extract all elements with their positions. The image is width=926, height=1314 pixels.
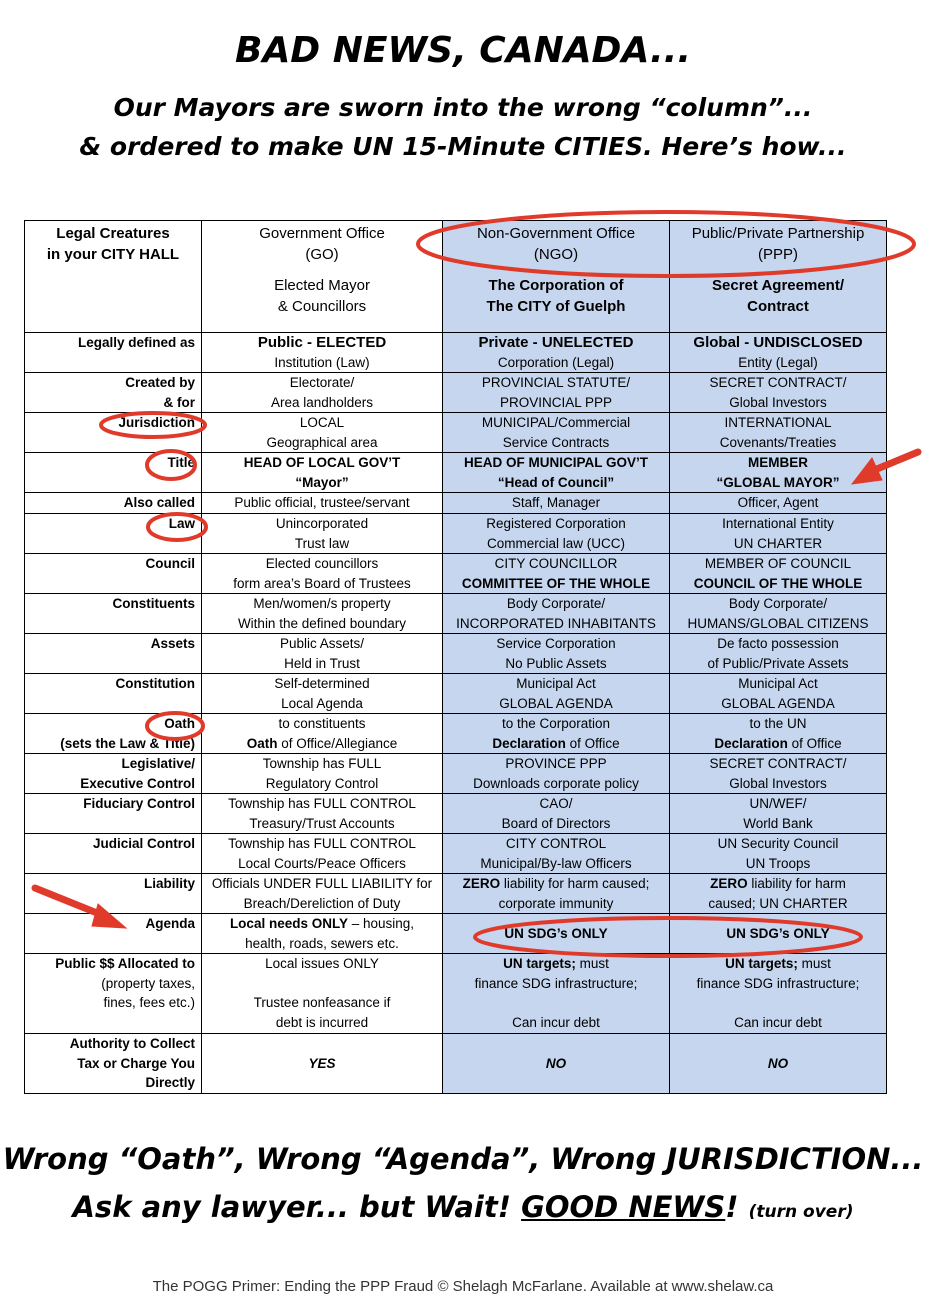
row-label: Judicial Control (25, 834, 202, 874)
ppp-cell: Global - UNDISCLOSED Entity (Legal) (670, 333, 887, 373)
table-row (25, 413, 887, 453)
go-cell: Township has FULL CONTROL Treasury/Trust Accounts (202, 794, 443, 834)
credit-line: The POGG Primer: Ending the PPP Fraud © Shelagh McFarlane. Available at www.shelaw.ca (152, 1278, 774, 1295)
go-cell: Self-determined Local Agenda (202, 674, 443, 714)
ppp-cell: Municipal Act GLOBAL AGENDA (670, 674, 887, 714)
header-ppp-line: Secret Agreement/ (712, 277, 844, 294)
header-go-line: Government Office (259, 225, 385, 242)
row-label: Constituents (25, 594, 202, 634)
row-label: Oath (sets the Law & Title) (25, 714, 202, 754)
go-cell: to constituents Oath of Office/Allegiance (202, 714, 443, 754)
ppp-cell: UN Security Council UN Troops (670, 834, 887, 874)
ngo-cell: to the Corporation Declaration of Office (443, 714, 670, 754)
table-row (25, 554, 887, 594)
table-row (25, 834, 887, 874)
ngo-cell: MUNICIPAL/Commercial Service Contracts (443, 413, 670, 453)
ngo-cell: HEAD OF MUNICIPAL GOV’T “Head of Council” (443, 453, 670, 493)
table-row (25, 1034, 887, 1094)
row-label: Agenda (25, 914, 202, 954)
ppp-cell: Body Corporate/ HUMANS/GLOBAL CITIZENS (670, 594, 887, 634)
table-row (25, 794, 887, 834)
go-cell: Men/women/s property Within the defined boundary (202, 594, 443, 634)
go-cell: Local issues ONLY Trustee nonfeasance if debt is incurred (202, 954, 443, 1034)
footer-line-2: Ask any lawyer... but Wait! GOOD NEWS! (turn over) (72, 1190, 854, 1224)
row-label: Legally defined as (25, 333, 202, 373)
ppp-cell: UN SDG’s ONLY (670, 914, 887, 954)
ngo-cell: PROVINCE PPP Downloads corporate policy (443, 754, 670, 794)
ppp-cell: MEMBER OF COUNCIL COUNCIL OF THE WHOLE (670, 554, 887, 594)
table-row (25, 634, 887, 674)
ngo-cell: PROVINCIAL STATUTE/ PROVINCIAL PPP (443, 373, 670, 413)
go-cell: LOCAL Geographical area (202, 413, 443, 453)
go-cell: HEAD OF LOCAL GOV’T “Mayor” (202, 453, 443, 493)
ngo-cell: CAO/ Board of Directors (443, 794, 670, 834)
row-label: Assets (25, 634, 202, 674)
row-label: Authority to Collect Tax or Charge You Directly (25, 1034, 202, 1094)
good-news-text: GOOD NEWS (521, 1190, 726, 1224)
ppp-cell: INTERNATIONAL Covenants/Treaties (670, 413, 887, 453)
ngo-cell: CITY CONTROL Municipal/By-law Officers (443, 834, 670, 874)
ngo-cell: UN targets; must finance SDG infrastructure; Can incur debt (443, 954, 670, 1034)
header-go-cell (202, 221, 443, 333)
header-go-line: Elected Mayor (274, 277, 370, 294)
header-go-line: (GO) (305, 246, 339, 263)
ngo-cell: Private - UNELECTED Corporation (Legal) (443, 333, 670, 373)
header-ppp-cell (670, 221, 887, 333)
header-ngo-line: (NGO) (533, 246, 579, 263)
row-label: Also called (25, 493, 202, 514)
header-ppp-line: Contract (747, 298, 809, 315)
row-label: Constitution (25, 674, 202, 714)
ppp-cell: ZERO liability for harm caused; UN CHARTER (670, 874, 887, 914)
ngo-cell: ZERO liability for harm caused; corporate immunity (443, 874, 670, 914)
go-cell: Public Assets/ Held in Trust (202, 634, 443, 674)
row-label: Fiduciary Control (25, 794, 202, 834)
ngo-cell: Body Corporate/ INCORPORATED INHABITANTS (443, 594, 670, 634)
go-cell: Public official, trustee/servant (202, 493, 443, 514)
ngo-cell: Registered Corporation Commercial law (UCC) (443, 514, 670, 554)
table-row (25, 333, 887, 373)
header-label-line: in your CITY HALL (46, 246, 180, 263)
header-ppp-line: Public/Private Partnership (691, 225, 865, 242)
ppp-cell: SECRET CONTRACT/ Global Investors (670, 373, 887, 413)
subtitle-line-2: & ordered to make UN 15-Minute CITIES. Here’s how... (79, 132, 847, 161)
header-ngo-line: The CITY of Guelph (486, 298, 626, 315)
go-cell: Electorate/ Area landholders (202, 373, 443, 413)
table-header-row (25, 221, 887, 333)
header-label-line: Legal Creatures (56, 225, 170, 242)
table-row (25, 714, 887, 754)
go-cell: YES (202, 1034, 443, 1094)
ngo-cell: CITY COUNCILLOR COMMITTEE OF THE WHOLE (443, 554, 670, 594)
table-row (25, 874, 887, 914)
ppp-cell: to the UN Declaration of Office (670, 714, 887, 754)
table-row (25, 674, 887, 714)
table-row (25, 914, 887, 954)
table-row (25, 453, 887, 493)
header-go-line: & Councillors (277, 298, 367, 315)
footer-line-1: Wrong “Oath”, Wrong “Agenda”, Wrong JURISDICTION... (2, 1142, 924, 1176)
header-ngo-line: Non-Government Office (476, 225, 636, 242)
ppp-cell: UN/WEF/ World Bank (670, 794, 887, 834)
go-cell: Officials UNDER FULL LIABILITY for Breach/Dereliction of Duty (202, 874, 443, 914)
table-row (25, 594, 887, 634)
row-label: Jurisdiction (25, 413, 202, 453)
row-label: Public $$ Allocated to (property taxes, fines, fees etc.) (25, 954, 202, 1034)
row-label: Title (25, 453, 202, 493)
go-cell: Unincorporated Trust law (202, 514, 443, 554)
ngo-cell: UN SDG’s ONLY (443, 914, 670, 954)
ppp-cell: De facto possession of Public/Private Assets (670, 634, 887, 674)
page-subtitle (0, 88, 926, 166)
header-ngo-cell (443, 221, 670, 333)
go-cell: Township has FULL CONTROL Local Courts/Peace Officers (202, 834, 443, 874)
row-label: Law (25, 514, 202, 554)
page-title: BAD NEWS, CANADA... (235, 30, 691, 71)
comparison-table (24, 220, 887, 1094)
row-label: Council (25, 554, 202, 594)
table-row (25, 373, 887, 413)
ngo-cell: NO (443, 1034, 670, 1094)
ngo-cell: Staff, Manager (443, 493, 670, 514)
turn-over-note: (turn over) (748, 1202, 854, 1222)
header-ppp-line: (PPP) (757, 246, 798, 263)
table-row (25, 954, 887, 1034)
go-cell: Public - ELECTED Institution (Law) (202, 333, 443, 373)
header-label-cell (25, 221, 202, 333)
header-ngo-line: The Corporation of (488, 277, 624, 294)
row-label: Created by & for (25, 373, 202, 413)
go-cell: Township has FULL Regulatory Control (202, 754, 443, 794)
subtitle-line-1: Our Mayors are sworn into the wrong “column”... (113, 93, 813, 122)
table-row (25, 493, 887, 514)
ppp-cell: SECRET CONTRACT/ Global Investors (670, 754, 887, 794)
ppp-cell: UN targets; must finance SDG infrastructure; Can incur debt (670, 954, 887, 1034)
ppp-cell: NO (670, 1034, 887, 1094)
ppp-cell: International Entity UN CHARTER (670, 514, 887, 554)
ngo-cell: Municipal Act GLOBAL AGENDA (443, 674, 670, 714)
row-label: Legislative/ Executive Control (25, 754, 202, 794)
ngo-cell: Service Corporation No Public Assets (443, 634, 670, 674)
go-cell: Elected councillors form area’s Board of Trustees (202, 554, 443, 594)
table-row (25, 514, 887, 554)
row-label: Liability (25, 874, 202, 914)
ppp-cell: MEMBER “GLOBAL MAYOR” (670, 453, 887, 493)
table-row (25, 754, 887, 794)
go-cell: Local needs ONLY – housing, health, roads, sewers etc. (202, 914, 443, 954)
ppp-cell: Officer, Agent (670, 493, 887, 514)
